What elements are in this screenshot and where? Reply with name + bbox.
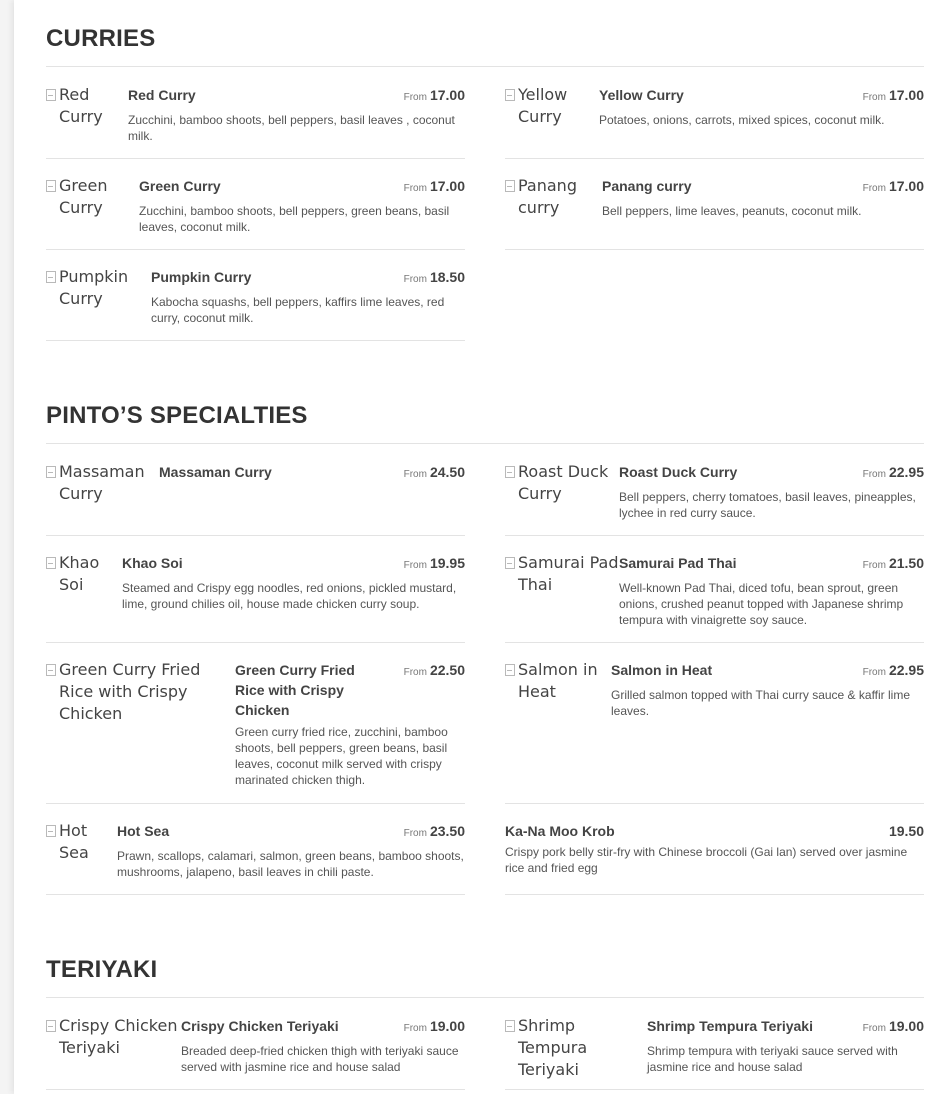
broken-image-icon	[46, 271, 56, 283]
dish-image[interactable]: Pumpkin Curry	[46, 266, 151, 310]
item-name: Salmon in Heat	[611, 662, 713, 678]
item-description: Prawn, scallops, calamari, salmon, green beans, bamboo shoots, mushrooms, jalapeno, basil leaves in chili paste.	[117, 849, 464, 879]
dish-image[interactable]: Crispy Chicken Teriyaki	[46, 1015, 181, 1059]
item-name: Hot Sea	[117, 823, 170, 839]
broken-image-icon	[505, 1020, 515, 1032]
item-info	[151, 267, 465, 326]
item-name: Massaman Curry	[159, 464, 272, 480]
from-label: From	[862, 1023, 886, 1034]
item-price: 17.00	[429, 87, 465, 103]
broken-image-icon	[46, 664, 56, 676]
item-description: Breaded deep-fried chicken thigh with teriyaki sauce served with jasmine rice and house salad	[181, 1044, 459, 1074]
item-name: Shrimp Tempura Teriyaki	[647, 1018, 813, 1034]
item-info	[619, 553, 924, 628]
item-description: Shrimp tempura with teriyaki sauce served with jasmine rice and house salad	[647, 1044, 898, 1074]
item-info	[611, 660, 924, 719]
item-description: Potatoes, onions, carrots, mixed spices, coconut milk.	[599, 113, 885, 127]
broken-image-icon	[505, 557, 515, 569]
broken-image-icon	[46, 180, 56, 192]
item-info	[128, 85, 465, 144]
menu-item-khao-soi[interactable]	[46, 535, 465, 643]
broken-image-icon	[46, 825, 56, 837]
broken-image-icon	[46, 557, 56, 569]
item-info	[117, 821, 465, 880]
from-label: From	[403, 1023, 427, 1034]
dish-image[interactable]: Hot Sea	[46, 820, 117, 864]
item-description: Kabocha squashs, bell peppers, kaffirs lime leaves, red curry, coconut milk.	[151, 295, 445, 325]
item-name: Ka-Na Moo Krob	[505, 823, 615, 839]
from-label: From	[403, 183, 427, 194]
broken-image-icon	[505, 180, 515, 192]
menu-item-red-curry[interactable]	[46, 67, 465, 159]
item-name: Green Curry Fried Rice with Crispy Chicken	[235, 662, 355, 718]
item-description: Green curry fried rice, zucchini, bamboo shoots, bell peppers, green beans, basil leaves, coconut milk served with crispy marinated chicken thigh.	[235, 725, 448, 787]
item-info	[139, 176, 465, 235]
item-price: 18.50	[429, 269, 465, 285]
menu-item-hot-sea[interactable]	[46, 803, 465, 895]
dish-image[interactable]: Red Curry	[46, 84, 128, 128]
from-label: From	[403, 560, 427, 571]
from-label: From	[403, 274, 427, 285]
item-description: Steamed and Crispy egg noodles, red onions, pickled mustard, lime, ground chilies oil, house made chicken curry soup.	[122, 581, 457, 611]
item-info	[122, 553, 465, 612]
item-price: 17.00	[429, 178, 465, 194]
broken-image-icon	[46, 466, 56, 478]
item-name: Panang curry	[602, 178, 692, 194]
item-description: Zucchini, bamboo shoots, bell peppers, green beans, basil leaves, coconut milk.	[139, 204, 450, 234]
item-name: Roast Duck Curry	[619, 464, 738, 480]
dish-image[interactable]: Panang curry	[505, 175, 602, 219]
item-info	[599, 85, 924, 128]
item-price: 21.50	[888, 555, 924, 571]
item-price: 17.00	[888, 178, 924, 194]
menu-item-salmon-in-heat[interactable]	[505, 642, 924, 804]
from-label: From	[403, 667, 427, 678]
from-label: From	[862, 469, 886, 480]
item-description: Bell peppers, lime leaves, peanuts, coconut milk.	[602, 204, 862, 218]
item-info	[159, 462, 465, 485]
section-title-pintos-specialties: PINTO’S SPECIALTIES	[46, 402, 308, 429]
dish-image[interactable]: Samurai Pad Thai	[505, 552, 619, 596]
item-name: Red Curry	[128, 87, 196, 103]
item-name: Yellow Curry	[599, 87, 684, 103]
item-name: Samurai Pad Thai	[619, 555, 737, 571]
section-title-teriyaki: TERIYAKI	[46, 956, 158, 983]
menu-item-shrimp-tempura-teriyaki[interactable]	[505, 998, 924, 1090]
menu-item-green-curry-fried-rice[interactable]	[46, 642, 465, 804]
from-label: From	[403, 92, 427, 103]
menu-item-crispy-chicken-teriyaki[interactable]	[46, 998, 465, 1090]
item-name: Crispy Chicken Teriyaki	[181, 1018, 339, 1034]
item-description: Crispy pork belly stir-fry with Chinese broccoli (Gai lan) served over jasmine rice and fried egg	[505, 845, 908, 875]
menu-item-samurai-pad-thai[interactable]	[505, 535, 924, 643]
item-price: 24.50	[429, 464, 465, 480]
from-label: From	[862, 667, 886, 678]
broken-image-icon	[505, 89, 515, 101]
item-description: Bell peppers, cherry tomatoes, basil leaves, pineapples, lychee in red curry sauce.	[619, 490, 916, 520]
item-description: Well-known Pad Thai, diced tofu, bean sprout, green onions, crushed peanut topped with Japanese shrimp tempura with vinaigrette soy sauce.	[619, 581, 904, 627]
menu-item-massaman-curry[interactable]	[46, 444, 465, 536]
dish-image[interactable]: Salmon in Heat	[505, 659, 611, 703]
broken-image-icon	[46, 89, 56, 101]
item-price: 22.50	[429, 662, 465, 678]
item-info	[235, 660, 465, 788]
item-name: Khao Soi	[122, 555, 183, 571]
from-label: From	[862, 183, 886, 194]
item-price: 19.00	[429, 1018, 465, 1034]
menu-item-green-curry[interactable]	[46, 158, 465, 250]
menu-item-yellow-curry[interactable]	[505, 67, 924, 159]
menu-item-pumpkin-curry[interactable]	[46, 249, 465, 341]
dish-image[interactable]: Khao Soi	[46, 552, 122, 596]
item-info	[602, 176, 924, 219]
broken-image-icon	[46, 1020, 56, 1032]
item-info	[647, 1016, 924, 1075]
menu-item-panang-curry[interactable]	[505, 158, 924, 250]
item-price: 19.00	[888, 1018, 924, 1034]
from-label: From	[403, 469, 427, 480]
dish-image[interactable]: Shrimp Tempura Teriyaki	[505, 1015, 647, 1081]
item-price: 22.95	[888, 662, 924, 678]
item-price: 22.95	[888, 464, 924, 480]
dish-image[interactable]: Roast Duck Curry	[505, 461, 619, 505]
item-description: Grilled salmon topped with Thai curry sauce & kaffir lime leaves.	[611, 688, 911, 718]
from-label: From	[862, 92, 886, 103]
dish-image[interactable]: Yellow Curry	[505, 84, 599, 128]
item-info	[181, 1016, 465, 1075]
item-price: 17.00	[888, 87, 924, 103]
dish-image[interactable]: Green Curry	[46, 175, 139, 219]
broken-image-icon	[505, 664, 515, 676]
item-description: Zucchini, bamboo shoots, bell peppers, basil leaves , coconut milk.	[128, 113, 455, 143]
item-price: 19.50	[888, 823, 924, 839]
menu-page	[14, 0, 950, 1094]
dish-image[interactable]: Green Curry Fried Rice with Crispy Chicken	[46, 659, 235, 725]
from-label: From	[403, 828, 427, 839]
section-title-curries: CURRIES	[46, 25, 156, 52]
item-name: Pumpkin Curry	[151, 269, 252, 285]
item-price: 19.95	[429, 555, 465, 571]
item-name: Green Curry	[139, 178, 221, 194]
from-label: From	[862, 560, 886, 571]
broken-image-icon	[505, 466, 515, 478]
menu-item-roast-duck-curry[interactable]	[505, 444, 924, 536]
item-price: 23.50	[429, 823, 465, 839]
item-info	[505, 821, 924, 876]
menu-item-ka-na-moo-krob[interactable]	[505, 803, 924, 895]
dish-image[interactable]: Massaman Curry	[46, 461, 159, 505]
item-info	[619, 462, 924, 521]
